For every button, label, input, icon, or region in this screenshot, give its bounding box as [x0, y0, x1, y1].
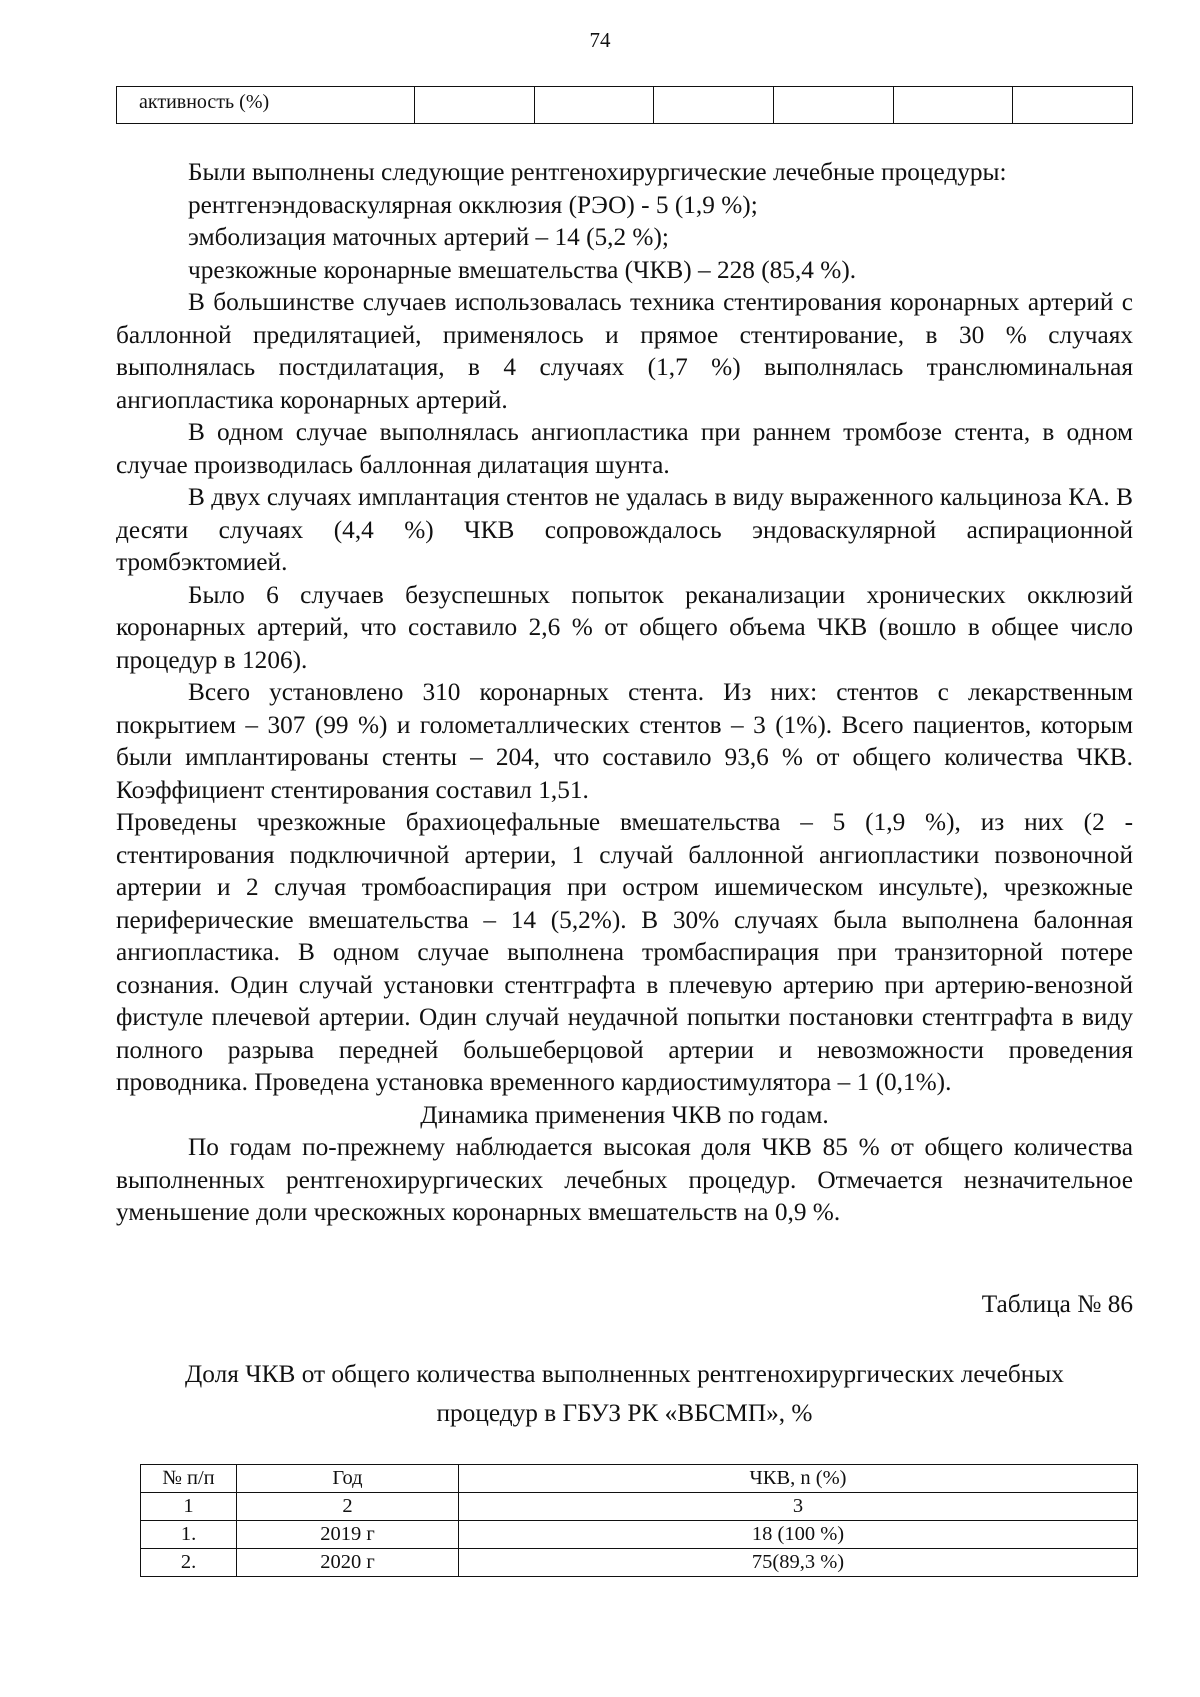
list-item: чрезкожные коронарные вмешательства (ЧКВ) – 228 (85,4 %). [188, 255, 857, 284]
paragraph: По годам по-прежнему наблюдается высокая доля ЧКВ 85 % от общего количества выполненных рентгенохирургических лечебных процедур. Отмечается незначительное уменьшение доли чрескожных коронарных вмешательств на 0,9 %. [116, 1133, 1133, 1226]
table-cell: 3 [459, 1493, 1138, 1521]
table-title [116, 1355, 1133, 1433]
table-row [117, 87, 1133, 124]
table-cell: 2019 г [237, 1521, 459, 1549]
table-header-row [141, 1465, 1138, 1493]
table-row [141, 1493, 1138, 1521]
paragraph: В одном случае выполнялась ангиопластика при раннем тромбозе стента, в одном случае производилась баллонная дилатация шунта. [116, 418, 1133, 479]
column-header: ЧКВ, n (%) [459, 1465, 1138, 1493]
table-cell: 2 [237, 1493, 459, 1521]
table-cell: 2. [141, 1549, 237, 1577]
table-cell [773, 87, 893, 124]
body-text [116, 156, 1133, 1229]
column-header: № п/п [141, 1465, 237, 1493]
section-heading: Динамика применения ЧКВ по годам. [420, 1100, 829, 1129]
table-cell: 18 (100 %) [459, 1521, 1138, 1549]
pci-share-table [140, 1464, 1138, 1577]
table-cell [654, 87, 774, 124]
table-number-label: Таблица № 86 [981, 1290, 1133, 1318]
table-cell: 1. [141, 1521, 237, 1549]
table-cell [534, 87, 654, 124]
page-number: 74 [589, 28, 611, 52]
paragraph: В двух случаях имплантация стентов не удалась в виду выраженного кальциноза КА. В десяти случаях (4,4 %) ЧКВ сопровождалось эндоваскулярной аспирационной тромбэктомией. [116, 483, 1133, 576]
list-item: рентгенэндоваскулярная окклюзия (РЭО) - 5 (1,9 %); [188, 190, 758, 219]
table-cell [1013, 87, 1133, 124]
table-row [141, 1549, 1138, 1577]
table-cell: 1 [141, 1493, 237, 1521]
table-row [141, 1521, 1138, 1549]
paragraph: Всего установлено 310 коронарных стента. Из них: стентов с лекарственным покрытием – 307 (99 %) и голометаллических стентов – 3 (1%). Всего пациентов, которым были имплантированы стенты – 204, что составило 93,6 % от общего количества ЧКВ. Коэффициент стентирования составил 1,51. [116, 678, 1133, 804]
continued-table-fragment [116, 86, 1133, 124]
table-cell [415, 87, 535, 124]
table-cell: 75(89,3 %) [459, 1549, 1138, 1577]
table-cell [893, 87, 1013, 124]
paragraph: В большинстве случаев использовалась техника стентирования коронарных артерий с баллонной предилятацией, применялось и прямое стентирование, в 30 % случаях выполнялась постдилатация, в 4 случаях (1,7 %) выполнялась транслюминальная ангиопластика коронарных артерий. [116, 288, 1133, 414]
paragraph: Были выполнены следующие рентгенохирургические лечебные процедуры: [188, 158, 1007, 186]
table-cell: 2020 г [237, 1549, 459, 1577]
paragraph: Проведены чрезкожные брахиоцефальные вмешательства – 5 (1,9 %), из них (2 - стентирования подключичной артерии, 1 случай баллонной ангиопластики позвоночной артерии и 2 случая тромбоаспирация при остром ишемическом инсульте), чрезкожные периферические вмешательства – 14 (5,2%). В 30% случаях была выполнена балонная ангиопластика. В одном случае выполнена тромбаспирация при транзиторной потере сознания. Один случай установки стентграфта в плечевую артерию при артерию-венозной фистуле плечевой артерии. Один случай неудачной попытки постановки стентграфта в виду полного разрыва передней большеберцовой артерии и невозможности проведения проводника. Проведена установка временного кардиостимулятора – 1 (0,1%). [116, 808, 1133, 1096]
column-header: Год [237, 1465, 459, 1493]
list-item: эмболизация маточных артерий – 14 (5,2 %); [188, 223, 669, 251]
table-title-line: процедур в ГБУЗ РК «ВБСМП», % [436, 1399, 813, 1427]
table-title-line: Доля ЧКВ от общего количества выполненных рентгенохирургических лечебных [185, 1360, 1064, 1388]
paragraph: Было 6 случаев безуспешных попыток реканализации хронических окклюзий коронарных артерий, что составило 2,6 % от общего объема ЧКВ (вошло в общее число процедур в 1206). [116, 580, 1133, 674]
table-cell: активность (%) [117, 87, 415, 124]
